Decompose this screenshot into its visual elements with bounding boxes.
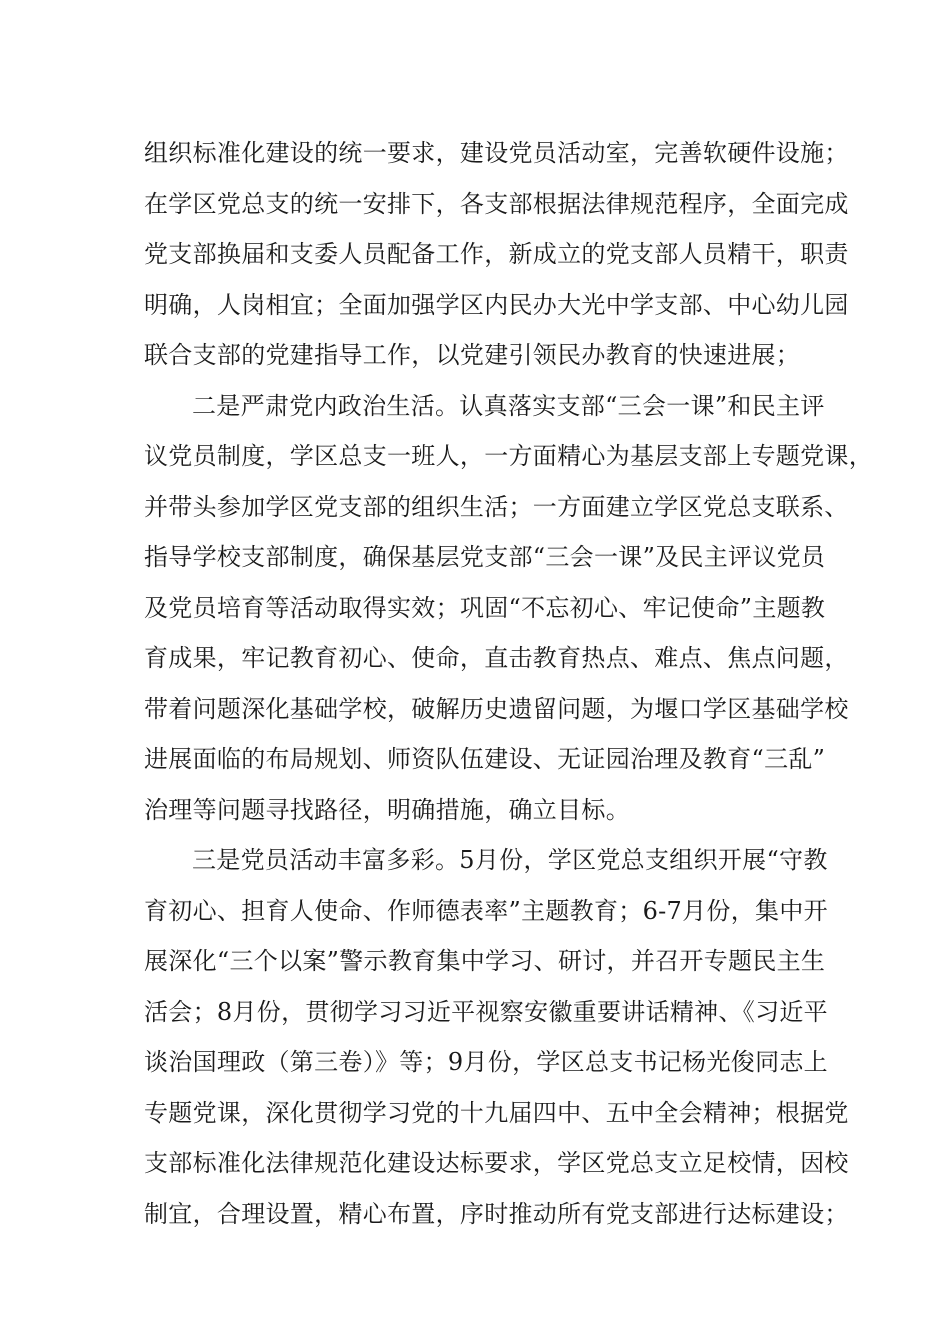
- body-text: [144, 128, 873, 1239]
- text-line: 育成果，牢记教育初心、使命，直击教育热点、难点、焦点问题，: [144, 644, 849, 672]
- text-line: 谈治国理政（第三卷）》等；9月份，学区总支书记杨光俊同志上: [144, 1048, 828, 1076]
- text-line: 活会；8月份，贯彻学习习近平视察安徽重要讲话精神、《习近平: [144, 997, 828, 1026]
- text-line: 指导学校支部制度，确保基层党支部“三会一课”及民主评议党员: [144, 543, 826, 571]
- text-line: 组织标准化建设的统一要求，建设党员活动室，完善软硬件设施；: [144, 139, 849, 167]
- text-line: 联合支部的党建指导工作，以党建引领民办教育的快速进展；: [144, 341, 801, 369]
- text-line: 党支部换届和支委人员配备工作，新成立的党支部人员精干，职责: [144, 240, 849, 268]
- paragraph-start-line: 二是严肃党内政治生活。认真落实支部“三会一课”和民主评: [192, 391, 825, 420]
- text-line: 制宜，合理设置，精心布置，序时推动所有党支部进行达标建设；: [144, 1199, 849, 1228]
- paragraph-start-line: 三是党员活动丰富多彩。5月份，学区党总支组织开展“守教: [192, 846, 828, 874]
- text-line: 育初心、担育人使命、作师德表率”主题教育；6-7月份，集中开: [144, 896, 828, 925]
- text-line: 议党员制度，学区总支一班人，一方面精心为基层支部上专题党课，: [144, 442, 873, 470]
- text-line: 专题党课，深化贯彻学习党的十九届四中、五中全会精神；根据党: [144, 1098, 849, 1127]
- text-line: 带着问题深化基础学校，破解历史遗留问题，为堰口学区基础学校: [144, 694, 849, 723]
- text-line: 进展面临的布局规划、师资队伍建设、无证园治理及教育“三乱”: [144, 745, 826, 773]
- text-line: 及党员培育等活动取得实效；巩固“不忘初心、牢记使命”主题教: [144, 593, 826, 622]
- text-line: 在学区党总支的统一安排下，各支部根据法律规范程序，全面完成: [144, 189, 849, 218]
- text-line: 治理等问题寻找路径，明确措施，确立目标。: [144, 795, 630, 824]
- text-line: 并带头参加学区党支部的组织生活；一方面建立学区党总支联系、: [144, 492, 849, 521]
- text-line: 支部标准化法律规范化建设达标要求，学区党总支立足校情，因校: [144, 1149, 849, 1177]
- text-line: 明确，人岗相宜；全面加强学区内民办大光中学支部、中心幼儿园: [144, 290, 849, 319]
- text-line: 展深化“三个以案”警示教育集中学习、研讨，并召开专题民主生: [144, 947, 826, 975]
